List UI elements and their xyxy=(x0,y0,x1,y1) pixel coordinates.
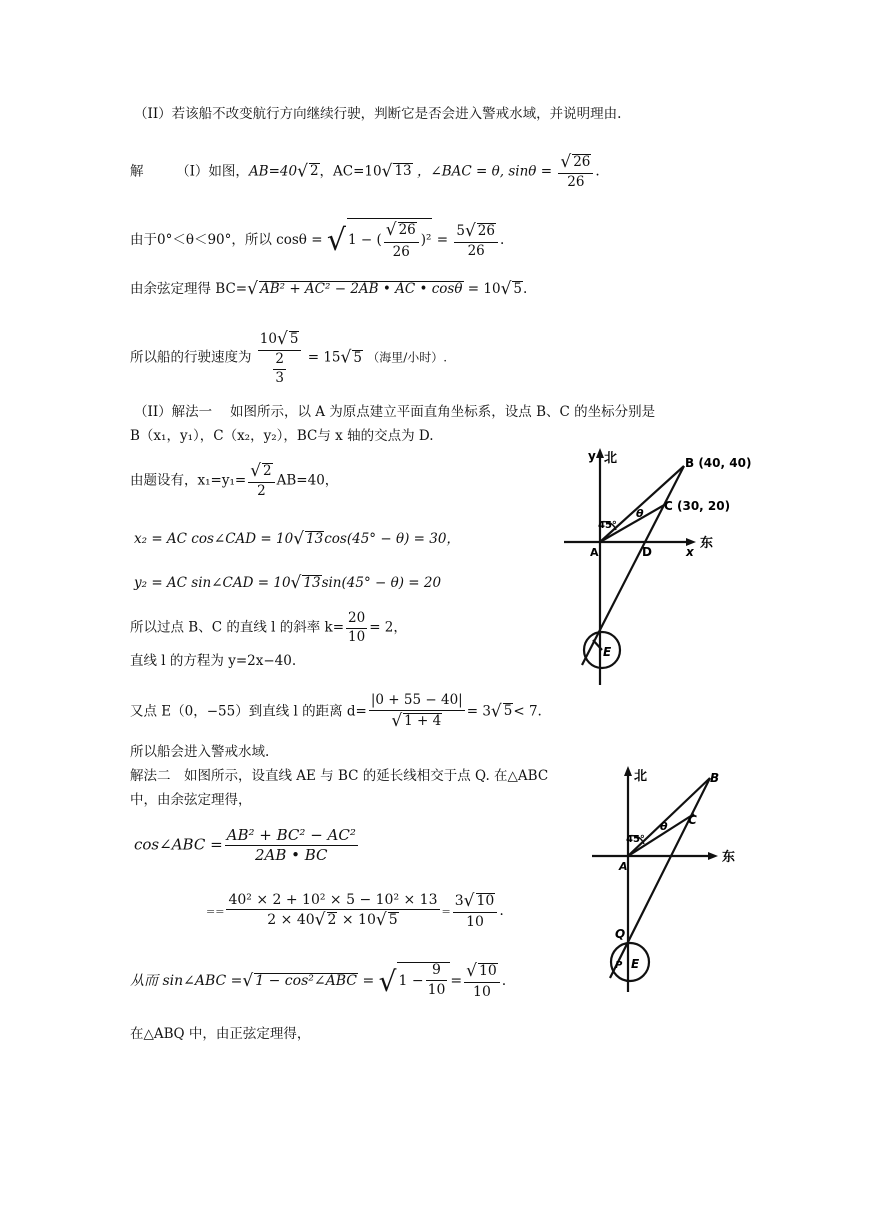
dist-result-rad: 5 xyxy=(503,703,513,720)
eq2-res-rad: 10 xyxy=(476,893,495,909)
given-lead: 由题设有，x₁=y₁= xyxy=(130,472,247,489)
speed-unit: （海里/小时）. xyxy=(367,350,448,365)
last-line: 在△ABQ 中，由正弦定理得， xyxy=(130,1026,311,1042)
sin-eq: = xyxy=(362,972,375,989)
dist-tail: < 7. xyxy=(513,703,542,720)
sin-res-den: 10 xyxy=(473,983,491,1000)
fig2-45-label: 45° xyxy=(626,834,645,845)
y2-tail: sin(45° − θ) = 20 xyxy=(321,575,442,591)
speed-result: = 15 xyxy=(307,349,341,366)
given-tail: AB=40， xyxy=(276,472,339,489)
part1-lead: （I）如图， xyxy=(176,163,249,180)
x2-tail: cos(45° − θ) = 30， xyxy=(324,531,460,547)
line-equation: 直线 l 的方程为 y=2x−40. xyxy=(130,653,297,669)
fig1-A-label: A xyxy=(590,546,599,559)
distance-line: 又点 E（0，−55）到直线 l 的距离 d= $\frac{|0 + 55 - 40|}{√ 1 + 4}$ = 3√ 5< 7. xyxy=(130,692,542,731)
part1-line: 解 （I）如图，AB=40√ 2，AC=10√ 13 ，∠BAC = θ, sinθ = $\frac{√ 26}{26}$ . xyxy=(130,152,600,190)
cos-result: $\frac{5√ 26}{26}$ xyxy=(454,223,498,259)
figure-1-coordinate-diagram xyxy=(560,440,780,690)
slope-line xyxy=(130,612,407,644)
figure-2-diagram xyxy=(588,760,758,995)
cos-frac-num: 26 xyxy=(398,222,416,238)
fig1-north-label: 北 xyxy=(604,451,618,466)
sin-fraction: $\frac{√ 26}{26}$ xyxy=(558,154,593,190)
speed-line: 所以船的行驶速度为 $\frac{10√ 5}{\frac{2}{3}}$ = 15√ 5 （海里/小时）. xyxy=(130,329,448,386)
x2-line: x₂ = AC cos∠CAD = 10√ 13cos(45° − θ) = 30， xyxy=(134,529,460,549)
given-den: 2 xyxy=(257,483,266,499)
fig1-east-label: 东 xyxy=(700,536,714,551)
ab-radicand: 2 xyxy=(309,163,319,180)
fig1-B-label: B (40, 40) xyxy=(685,456,752,470)
part2-question: （II）若该船不改变航行方向继续行驶，判断它是否会进入警戒水域，并说明理由. xyxy=(134,106,622,122)
bc-radicand: AB² + AC² − 2AB • AC • cosθ xyxy=(259,281,463,297)
ab-equation: AB=40 xyxy=(248,163,298,180)
cos-inner: 1 − ( xyxy=(347,231,382,248)
speed-num-rad: 5 xyxy=(289,331,299,347)
slope-tail: = 2， xyxy=(369,619,407,636)
method1-coords: B（x₁，y₁），C（x₂，y₂），BC与 x 轴的交点为 D. xyxy=(130,428,434,444)
x2-lead: x₂ = AC cos∠CAD = 10 xyxy=(134,531,294,547)
y2-lead: y₂ = AC sin∠CAD = 10 xyxy=(134,575,291,591)
y2-line: y₂ = AC sin∠CAD = 10√ 13sin(45° − θ) = 20 xyxy=(134,573,442,593)
sin-tail: . xyxy=(501,972,507,989)
given-num-rad: 2 xyxy=(263,463,272,479)
eq2-lead: == xyxy=(206,905,225,918)
sin-res-num: 10 xyxy=(478,962,497,979)
solution-label: 解 xyxy=(130,163,144,180)
cosabc-num: AB² + BC² − AC² xyxy=(226,826,356,844)
cos-line: 由于0°＜θ＜90°，所以 cosθ = √ 1 − ( $\frac{√ 26}{26}$ )² = $\frac{5√ 26}{26}$ . xyxy=(130,220,505,260)
angle-equation: ，∠BAC = θ, sinθ = xyxy=(416,163,553,180)
bc-line: 由余弦定理得 BC=√ AB² + AC² − 2AB • AC • cosθ = 10√ 5. xyxy=(130,279,528,299)
eq2-num: 40² × 2 + 10² × 5 − 10² × 13 xyxy=(228,892,438,908)
x2-rad: 13 xyxy=(306,531,324,547)
cos-res-rad: 26 xyxy=(477,222,495,239)
eq2-den-mid: × 10 xyxy=(337,912,376,928)
fig2-east-label: 东 xyxy=(722,850,736,865)
cos-frac-den: 26 xyxy=(392,243,410,260)
cosabc-lead: cos∠ABC = xyxy=(134,835,223,854)
dist-lead: 又点 E（0，−55）到直线 l 的距离 d= xyxy=(130,703,367,720)
fig2-Q-label: Q xyxy=(615,927,626,941)
slope-lead: 所以过点 B、C 的直线 l 的斜率 k= xyxy=(130,619,345,636)
cosabc-den: 2AB • BC xyxy=(254,846,328,864)
eq2-res-den: 10 xyxy=(466,914,484,930)
sin-rad2-num: 9 xyxy=(426,963,448,981)
sin-rad2-pre: 1 − xyxy=(398,972,424,989)
speed-den-num: 2 xyxy=(273,353,286,370)
method2-title-2: 中，由余弦定理得， xyxy=(130,792,252,808)
eq2-den-pre: 2 × 40 xyxy=(267,912,315,928)
fig2-P-label: P xyxy=(615,960,623,971)
fig1-C-label: C (30, 20) xyxy=(664,499,731,513)
eq2-den-rad1: 2 xyxy=(327,912,337,928)
fig2-B-label: B xyxy=(710,771,720,785)
dist-result: = 3 xyxy=(466,703,491,720)
cos-res-den: 26 xyxy=(467,242,485,259)
conclusion: 所以船会进入警戒水域. xyxy=(130,744,270,760)
speed-num-pre: 10 xyxy=(259,331,277,347)
y2-rad: 13 xyxy=(303,575,321,591)
fig1-line-BC-extended xyxy=(582,466,684,665)
speed-fraction: $\frac{10√ 5}{\frac{2}{3}}$ xyxy=(258,331,302,385)
fig2-theta-label: θ xyxy=(660,820,668,833)
eq2-tail: . xyxy=(499,903,504,919)
eq2-den-rad2: 5 xyxy=(388,912,398,928)
dist-den-rad: 1 + 4 xyxy=(404,712,442,729)
fig1-y-label: y xyxy=(588,449,596,463)
speed-den-den: 3 xyxy=(275,369,284,386)
sin-eq2: = xyxy=(450,972,463,989)
fig2-north-label: 北 xyxy=(634,769,648,784)
method1-title: （II）解法一 如图所示，以 A 为原点建立平面直角坐标系，设点 B、C 的坐标分别是 xyxy=(134,404,656,420)
ac-equation: ，AC=10 xyxy=(319,163,382,180)
ac-radicand: 13 xyxy=(394,163,412,180)
fig2-C-label: C xyxy=(688,813,697,827)
speed-result-rad: 5 xyxy=(353,349,362,366)
fig2-E-label: E xyxy=(631,957,640,971)
cos-abc-line xyxy=(134,828,360,863)
sin-num: 26 xyxy=(573,154,591,170)
slope-den: 10 xyxy=(348,628,366,645)
sin-rad1: 1 − cos²∠ABC xyxy=(255,972,357,989)
bc-lead: 由余弦定理得 BC= xyxy=(130,281,248,297)
sin-rad2-den: 10 xyxy=(427,982,446,999)
fig1-theta-label: θ xyxy=(636,507,644,520)
fig2-A-label: A xyxy=(619,860,628,873)
method2-title: 解法二 如图所示，设直线 AE 与 BC 的延长线相交于点 Q. 在△ABC xyxy=(130,768,549,784)
fig1-x-label: x xyxy=(686,545,694,559)
given-line: 由题设有，x₁=y₁= $\frac{√ 2}{2}$ AB=40， xyxy=(130,461,339,499)
speed-lead: 所以船的行驶速度为 xyxy=(130,349,252,366)
cos-abc-value: == $\frac{\text{40² × 2 + 10² × 5 − 10² × 13}}{2 \times 40√ 2 \times 10√ 5}$ = $\frac{3√ 10}{10}$ . xyxy=(206,891,504,930)
slope-num: 20 xyxy=(346,612,367,629)
eq2-eq: = xyxy=(441,905,451,918)
sin-abc-line: 从而 sin∠ABC =√ 1 − cos²∠ABC = √ 1 − $\frac{9}{10}$ = $\frac{√ 10}{10}$ . xyxy=(130,960,507,1000)
fig1-D-label: D xyxy=(642,545,652,559)
cos-lead: 由于0°＜θ＜90°，所以 cosθ = xyxy=(130,231,323,248)
sin-den: 26 xyxy=(567,174,585,190)
fig2-line-BQ xyxy=(610,778,710,978)
fig1-E-label: E xyxy=(603,645,612,659)
eq2-res-pre: 3 xyxy=(454,893,464,909)
fig1-45-label: 45° xyxy=(598,520,617,531)
bc-result-rad: 5 xyxy=(513,281,523,297)
sin-lead: 从而 sin∠ABC = xyxy=(130,972,243,989)
cos-inner-tail: )² xyxy=(420,231,432,248)
dist-num: |0 + 55 − 40| xyxy=(369,694,465,711)
cos-radical: 1 − ( $\frac{√ 26}{26}$ )² xyxy=(347,220,432,260)
cos-res-pre: 5 xyxy=(456,222,465,239)
bc-result: = 10 xyxy=(467,281,501,297)
